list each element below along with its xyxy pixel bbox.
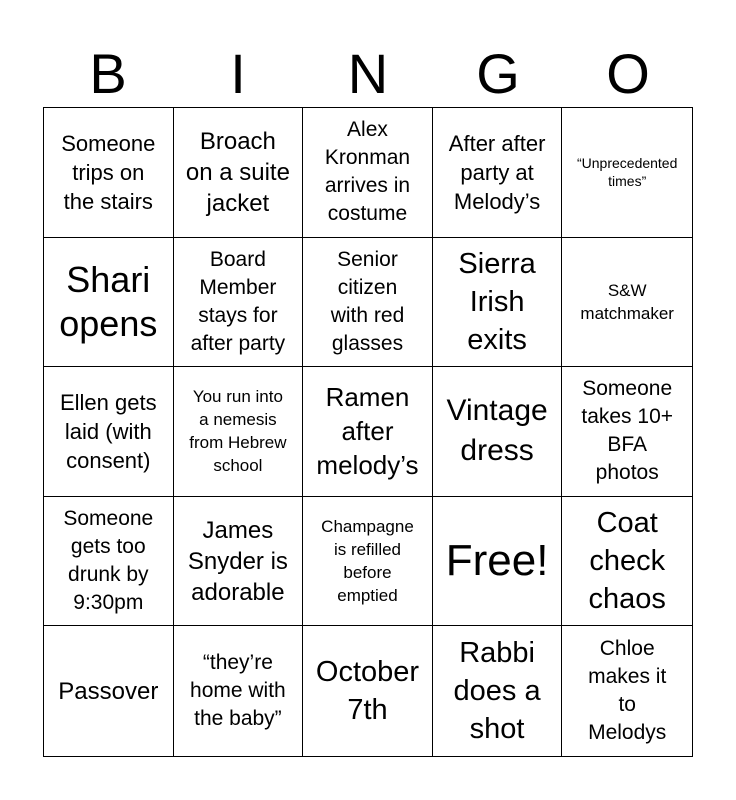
bingo-cell-r4-c5[interactable] [562, 497, 692, 627]
bingo-cell-text: “they’re home with the baby” [190, 651, 286, 731]
bingo-cell-r1-c2[interactable] [174, 108, 304, 238]
bingo-cell-free[interactable] [433, 497, 563, 627]
bingo-cell-text: Ramen after melody’s [316, 382, 419, 481]
bingo-cell-r3-c2[interactable] [174, 367, 304, 497]
bingo-cell-text: S&W matchmaker [580, 280, 674, 323]
header-letter-o: O [606, 42, 650, 105]
bingo-cell-r5-c3[interactable] [303, 626, 433, 756]
bingo-cell-r1-c4[interactable] [433, 108, 563, 238]
bingo-cell-text: James Snyder is adorable [187, 516, 288, 606]
bingo-cell-text: Alex Kronman arrives in costume [324, 118, 411, 226]
bingo-cell-text: Vintage dress [446, 394, 548, 468]
bingo-cell-text: Passover [58, 677, 159, 705]
bingo-cell-text: Ellen gets laid (with consent) [59, 389, 157, 473]
bingo-header [43, 40, 693, 108]
bingo-cell-text: “Unprecedented times” [576, 155, 678, 190]
bingo-cell-text: Chloe makes it to Melodys [588, 637, 667, 745]
bingo-cell-text: Sierra Irish exits [458, 247, 536, 356]
bingo-cell-text: Someone takes 10+ BFA photos [581, 377, 674, 485]
bingo-cell-text: Shari opens [59, 258, 158, 344]
bingo-cell-r3-c3[interactable] [303, 367, 433, 497]
bingo-cell-r1-c1[interactable] [44, 108, 174, 238]
header-letter-i: I [230, 42, 246, 105]
bingo-cell-text: Senior citizen with red glasses [330, 247, 405, 355]
bingo-cell-text: Broach on a suite jacket [185, 127, 290, 217]
bingo-cell-text: Free! [445, 536, 549, 586]
bingo-cell-text: Rabbi does a shot [453, 637, 541, 746]
bingo-cell-r4-c2[interactable] [174, 497, 304, 627]
bingo-cell-r2-c3[interactable] [303, 238, 433, 368]
bingo-cell-r2-c2[interactable] [174, 238, 304, 368]
bingo-cell-r2-c1[interactable] [44, 238, 174, 368]
bingo-cell-r1-c5[interactable] [562, 108, 692, 238]
bingo-cell-r2-c5[interactable] [562, 238, 692, 368]
bingo-cell-r2-c4[interactable] [433, 238, 563, 368]
bingo-cell-text: You run into a nemesis from Hebrew school [189, 387, 287, 476]
bingo-cell-r4-c1[interactable] [44, 497, 174, 627]
bingo-cell-text: October 7th [315, 656, 420, 727]
bingo-cell-text: Someone gets too drunk by 9:30pm [63, 507, 154, 615]
bingo-cell-r5-c1[interactable] [44, 626, 174, 756]
bingo-cell-r1-c3[interactable] [303, 108, 433, 238]
bingo-board [43, 107, 693, 757]
bingo-cell-r3-c5[interactable] [562, 367, 692, 497]
header-letter-b: B [89, 42, 127, 105]
bingo-cell-text: Coat check chaos [588, 507, 666, 616]
bingo-cell-text: Champagne is refilled before emptied [321, 517, 414, 606]
bingo-cell-r3-c4[interactable] [433, 367, 563, 497]
bingo-cell-r5-c4[interactable] [433, 626, 563, 756]
bingo-cell-r4-c3[interactable] [303, 497, 433, 627]
bingo-cell-text: Someone trips on the stairs [61, 130, 156, 214]
header-letter-n: N [347, 42, 389, 105]
bingo-cell-text: Board Member stays for after party [190, 247, 286, 355]
bingo-cell-text: After after party at Melody’s [448, 130, 546, 214]
header-letter-g: G [476, 42, 520, 105]
bingo-cell-r5-c2[interactable] [174, 626, 304, 756]
bingo-cell-r5-c5[interactable] [562, 626, 692, 756]
bingo-cell-r3-c1[interactable] [44, 367, 174, 497]
